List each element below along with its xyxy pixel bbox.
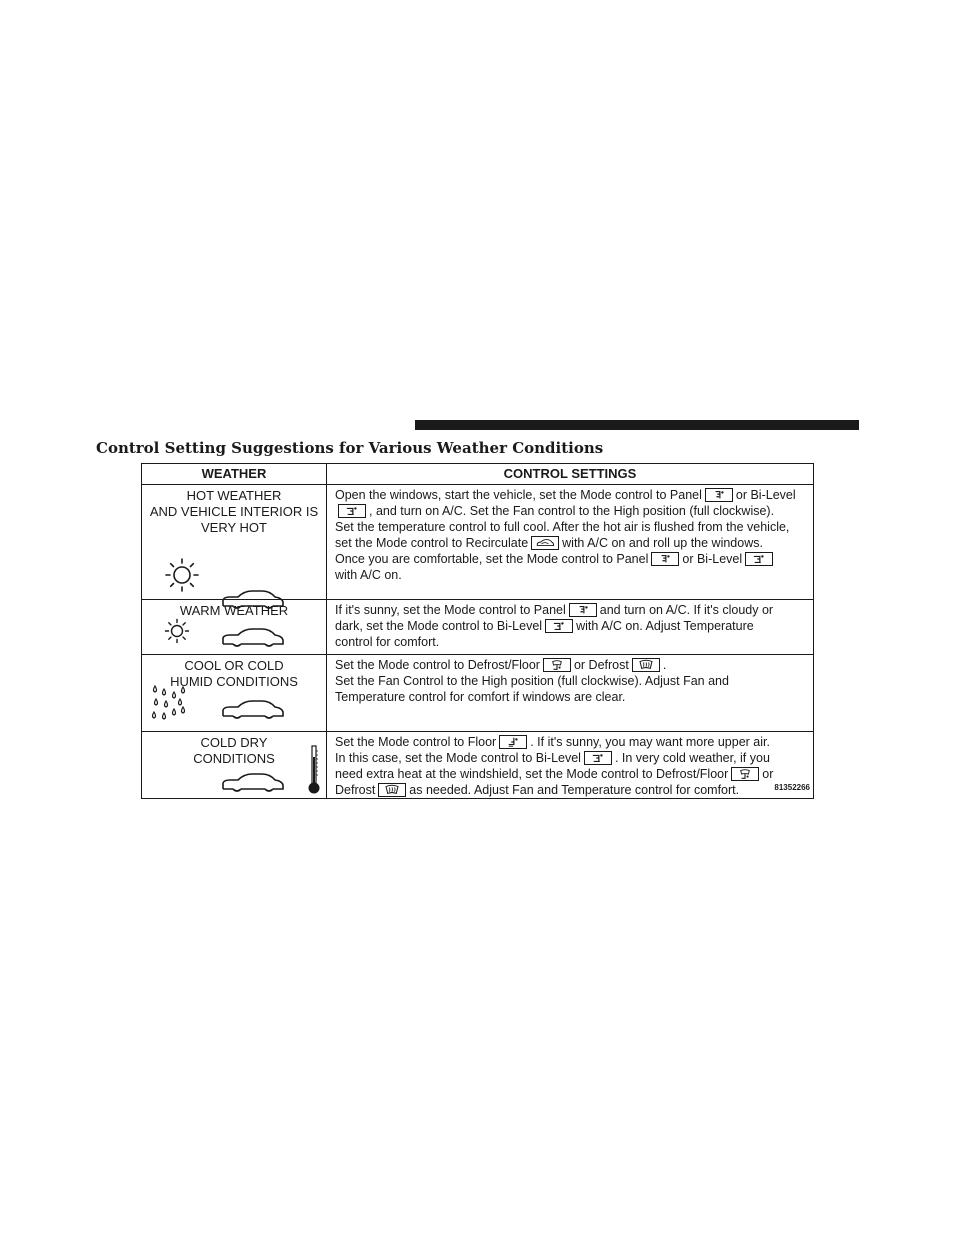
settings-text: Set the Mode control to Defrost/Floor (335, 658, 540, 672)
weather-cell (142, 600, 327, 655)
settings-line (335, 634, 809, 650)
weather-label: COOL OR COLD HUMID CONDITIONS (170, 658, 298, 689)
settings-text: with A/C on. (335, 568, 402, 582)
car-icon (220, 771, 286, 795)
settings-text: with A/C on and roll up the windows. (562, 536, 763, 550)
settings-line (335, 487, 809, 503)
settings-text: , and turn on A/C. Set the Fan control to the High position (full clockwise). (369, 504, 775, 518)
rain-drops-icon (150, 684, 190, 724)
settings-line (335, 503, 809, 519)
defrost-floor-icon (543, 658, 571, 672)
settings-line (335, 551, 809, 567)
settings-text: set the Mode control to Recirculate (335, 536, 529, 550)
weather-label: HOT WEATHER AND VEHICLE INTERIOR IS VERY HOT (149, 488, 319, 535)
settings-line (335, 750, 809, 766)
table-row (142, 485, 814, 600)
figure-id: 81352266 (774, 783, 810, 792)
section-title: Control Setting Suggestions for Various Weather Conditions (96, 439, 604, 457)
table-header-row (142, 464, 814, 485)
settings-text: and turn on A/C. If it's cloudy or (599, 603, 774, 617)
defrost-icon (378, 783, 406, 797)
section-rule (415, 420, 859, 430)
settings-text: Temperature control for comfort if windows are clear. (335, 690, 626, 704)
settings-text: Defrost (335, 783, 376, 797)
settings-line (335, 657, 809, 673)
panel-mode-icon (651, 552, 679, 566)
table-row (142, 732, 814, 799)
bilevel-mode-icon (584, 751, 612, 765)
panel-mode-icon (705, 488, 733, 502)
settings-line (335, 567, 809, 583)
defrost-floor-icon (731, 767, 759, 781)
control-settings-cell (327, 600, 814, 655)
settings-line (335, 734, 809, 750)
table-row (142, 655, 814, 732)
settings-text: or Bi-Level (682, 552, 743, 566)
settings-text: Set the Fan Control to the High position (full clockwise). Adjust Fan and (335, 674, 729, 688)
settings-text: If it's sunny, set the Mode control to Panel (335, 603, 566, 617)
bilevel-mode-icon (745, 552, 773, 566)
weather-cell (142, 485, 327, 600)
settings-text: with A/C on. Adjust Temperature (576, 619, 754, 633)
settings-line (335, 602, 809, 618)
table-row (142, 600, 814, 655)
weather-cell (142, 655, 327, 732)
control-settings-header: CONTROL SETTINGS (327, 464, 814, 485)
settings-line (335, 673, 809, 689)
settings-line (335, 618, 809, 634)
weather-header: WEATHER (142, 464, 327, 485)
control-settings-cell (327, 485, 814, 600)
recirculate-icon (531, 536, 559, 550)
control-settings-cell (327, 732, 814, 799)
settings-text: . (662, 658, 667, 672)
settings-text: or Bi-Level (735, 488, 796, 502)
thermometer-icon (306, 745, 322, 795)
sun-icon (164, 557, 200, 593)
settings-line (335, 535, 809, 551)
settings-line (335, 782, 809, 798)
settings-text: dark, set the Mode control to Bi-Level (335, 619, 543, 633)
weather-label: WARM WEATHER (179, 603, 289, 618)
settings-text: need extra heat at the windshield, set the Mode control to Defrost/Floor (335, 767, 729, 781)
control-settings-cell (327, 655, 814, 732)
settings-text: control for comfort. (335, 635, 440, 649)
settings-text: Set the Mode control to Floor (335, 735, 497, 749)
settings-text: or (762, 767, 774, 781)
control-settings-table (141, 463, 814, 799)
settings-text: as needed. Adjust Fan and Temperature control for comfort. (409, 783, 740, 797)
bilevel-mode-icon (338, 504, 366, 518)
settings-text: Set the temperature control to full cool. After the hot air is flushed from the vehicle, (335, 520, 790, 534)
settings-line (335, 766, 809, 782)
floor-mode-icon (499, 735, 527, 749)
defrost-icon (632, 658, 660, 672)
settings-text: or Defrost (573, 658, 629, 672)
sun-small-icon (164, 618, 190, 644)
weather-cell (142, 732, 327, 799)
settings-text: In this case, set the Mode control to Bi-Level (335, 751, 581, 765)
settings-text: Once you are comfortable, set the Mode control to Panel (335, 552, 649, 566)
settings-line (335, 689, 809, 705)
settings-text: Open the windows, start the vehicle, set the Mode control to Panel (335, 488, 702, 502)
settings-text: . In very cold weather, if you (614, 751, 770, 765)
panel-mode-icon (569, 603, 597, 617)
weather-label: COLD DRY CONDITIONS (193, 735, 275, 766)
bilevel-mode-icon (545, 619, 573, 633)
settings-text: . If it's sunny, you may want more upper air. (530, 735, 770, 749)
car-icon (220, 698, 286, 722)
settings-line (335, 519, 809, 535)
car-icon (220, 626, 286, 650)
